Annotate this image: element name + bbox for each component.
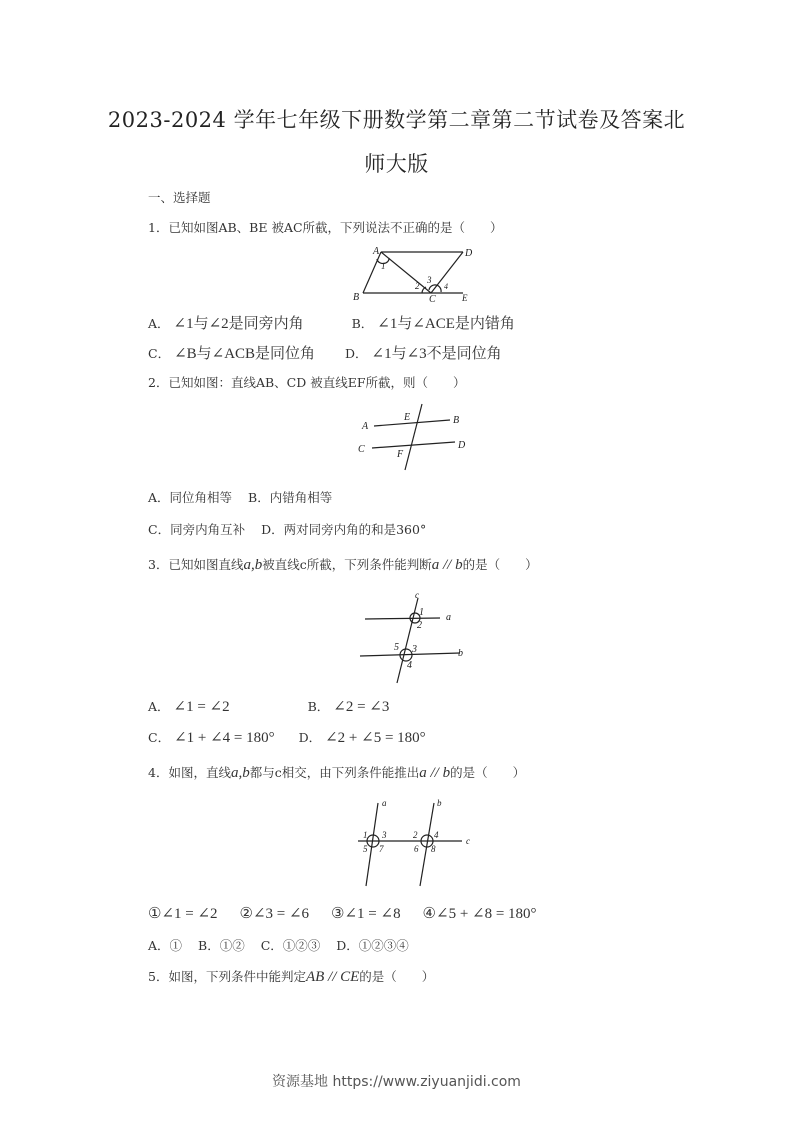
svg-text:c: c — [415, 590, 419, 600]
question-2 — [148, 373, 466, 391]
option-key: B． — [307, 699, 330, 714]
option-key: A． — [148, 699, 170, 714]
question-number: 1． — [148, 220, 169, 235]
svg-text:a: a — [446, 612, 451, 623]
q2-options-row2 — [148, 520, 426, 538]
option-key: D． — [345, 346, 368, 361]
option-text: ∠1 + ∠4 = 180° — [174, 730, 275, 746]
question-3 — [148, 555, 538, 574]
option-b[interactable] — [248, 490, 332, 505]
option-key: C． — [148, 730, 171, 745]
option-a[interactable] — [148, 938, 182, 953]
condition-3: ③∠1 = ∠8 — [331, 906, 401, 922]
option-a[interactable] — [148, 316, 304, 331]
option-text: ①② — [219, 938, 245, 953]
option-text: 两对同旁内角的和是360° — [283, 522, 427, 537]
question-4 — [148, 763, 525, 782]
svg-text:b: b — [458, 648, 463, 659]
option-text: ∠2 + ∠5 = 180° — [325, 730, 426, 746]
question-text: 的是（ ） — [450, 765, 526, 780]
q4-options — [148, 936, 409, 954]
question-text: 已知如图AB、BE 被AC所截，下列说法不正确的是（ ） — [168, 220, 503, 235]
svg-text:E: E — [404, 412, 411, 423]
svg-text:A: A — [362, 421, 369, 432]
svg-text:3: 3 — [427, 275, 432, 285]
math-expression: a,b — [230, 765, 250, 781]
math-expression: AB // CE — [305, 969, 360, 985]
question-number: 2． — [148, 375, 169, 390]
option-c[interactable] — [261, 938, 321, 953]
condition-1: ①∠1 = ∠2 — [148, 906, 218, 922]
question-text: 已知如图直线 — [168, 557, 244, 572]
figure-q3-transversal — [355, 588, 475, 686]
svg-text:7: 7 — [379, 844, 384, 854]
svg-text:c: c — [466, 836, 470, 846]
option-text: ①②③④ — [358, 938, 409, 953]
q4-conditions — [148, 904, 537, 923]
option-d[interactable] — [336, 938, 409, 953]
svg-text:4: 4 — [444, 282, 448, 291]
question-number: 5． — [148, 969, 169, 984]
document-title-line1: 2023-2024 学年七年级下册数学第二章第二节试卷及答案北 — [107, 108, 686, 132]
option-a[interactable] — [148, 490, 232, 505]
option-key: D． — [298, 730, 322, 745]
option-c[interactable] — [148, 522, 245, 537]
question-number: 4． — [148, 765, 169, 780]
math-expression: a // b — [419, 765, 451, 781]
option-key: B． — [351, 316, 374, 331]
svg-text:2: 2 — [417, 620, 422, 631]
q1-options-row2 — [148, 342, 502, 363]
question-text: 的是（ ） — [462, 557, 538, 572]
figure-q4-two-lines — [350, 798, 480, 890]
option-key: A． — [148, 938, 170, 953]
question-text: 如图，下列条件中能判定 — [168, 969, 306, 984]
condition-4: ④∠5 + ∠8 = 180° — [422, 906, 537, 922]
svg-text:A: A — [373, 246, 380, 257]
footer-watermark: 资源基地 https://www.ziyuanjidi.com — [272, 1074, 521, 1090]
svg-text:8: 8 — [431, 844, 436, 854]
option-b[interactable] — [308, 699, 390, 714]
question-1 — [148, 218, 503, 236]
option-key: D． — [261, 522, 284, 537]
svg-text:1: 1 — [381, 261, 386, 271]
option-key: C． — [148, 346, 171, 361]
option-text: 同位角相等 — [169, 490, 233, 505]
question-number: 3． — [148, 557, 169, 572]
option-d[interactable] — [299, 730, 426, 745]
question-5 — [148, 967, 434, 986]
option-c[interactable] — [148, 346, 315, 361]
svg-text:1: 1 — [363, 830, 368, 840]
svg-text:3: 3 — [412, 644, 417, 655]
option-text: ∠1与∠ACE是内错角 — [377, 316, 515, 332]
option-key: C． — [260, 938, 283, 953]
option-text: 内错角相等 — [269, 490, 333, 505]
question-text: 已知如图：直线AB、CD 被直线EF所截，则（ ） — [168, 375, 466, 390]
svg-text:E: E — [462, 293, 468, 303]
svg-text:2: 2 — [413, 830, 418, 840]
svg-text:2: 2 — [415, 281, 420, 291]
svg-text:C: C — [358, 444, 365, 455]
svg-text:5: 5 — [394, 642, 399, 653]
option-text: ∠1 = ∠2 — [173, 699, 230, 715]
svg-text:a: a — [382, 798, 387, 808]
q2-options-row1 — [148, 488, 332, 506]
svg-text:D: D — [458, 440, 466, 451]
svg-text:6: 6 — [414, 844, 419, 854]
svg-text:5: 5 — [363, 844, 368, 854]
svg-text:B: B — [353, 292, 360, 303]
question-text: 的是（ ） — [359, 969, 435, 984]
option-text: ∠1与∠3不是同位角 — [371, 346, 502, 362]
q3-options-row2 — [148, 728, 426, 747]
svg-text:B: B — [453, 415, 460, 426]
svg-text:4: 4 — [407, 660, 412, 671]
math-expression: a // b — [431, 557, 463, 573]
option-a[interactable] — [148, 699, 230, 714]
option-text: 同旁内角互补 — [170, 522, 246, 537]
svg-text:F: F — [397, 449, 404, 460]
q1-options-row1 — [148, 312, 515, 333]
svg-text:3: 3 — [382, 830, 387, 840]
option-text: ① — [169, 938, 183, 953]
option-d[interactable] — [345, 346, 502, 361]
figure-q2-transversal — [350, 402, 475, 472]
option-key: C． — [148, 522, 171, 537]
document-title-line2: 师大版 — [364, 152, 429, 176]
option-key: B． — [248, 490, 270, 505]
option-b[interactable] — [198, 938, 245, 953]
question-text: 如图，直线 — [168, 765, 231, 780]
option-key: A． — [148, 316, 170, 331]
math-expression: a,b — [243, 557, 263, 573]
option-text: ①②③ — [282, 938, 321, 953]
option-text: ∠B与∠ACB是同位角 — [174, 346, 316, 362]
figure-q1-parallelogram — [345, 242, 475, 304]
svg-text:b: b — [437, 798, 442, 808]
svg-text:1: 1 — [419, 607, 424, 618]
option-key: B． — [198, 938, 220, 953]
option-text: ∠1与∠2是同旁内角 — [173, 316, 304, 332]
section-heading: 一、选择题 — [148, 190, 211, 205]
svg-text:C: C — [429, 294, 436, 304]
q3-options-row1 — [148, 697, 389, 716]
option-key: D． — [336, 938, 359, 953]
condition-2: ②∠3 = ∠6 — [239, 906, 310, 922]
svg-text:4: 4 — [434, 830, 439, 840]
question-text: 被直线c所截，下列条件能判断 — [262, 557, 432, 572]
svg-text:D: D — [465, 248, 473, 259]
option-b[interactable] — [352, 316, 515, 331]
option-c[interactable] — [148, 730, 275, 745]
option-key: A． — [148, 490, 170, 505]
option-d[interactable] — [261, 522, 426, 537]
option-text: ∠2 = ∠3 — [333, 699, 390, 715]
question-text: 都与c相交，由下列条件能推出 — [249, 765, 420, 780]
